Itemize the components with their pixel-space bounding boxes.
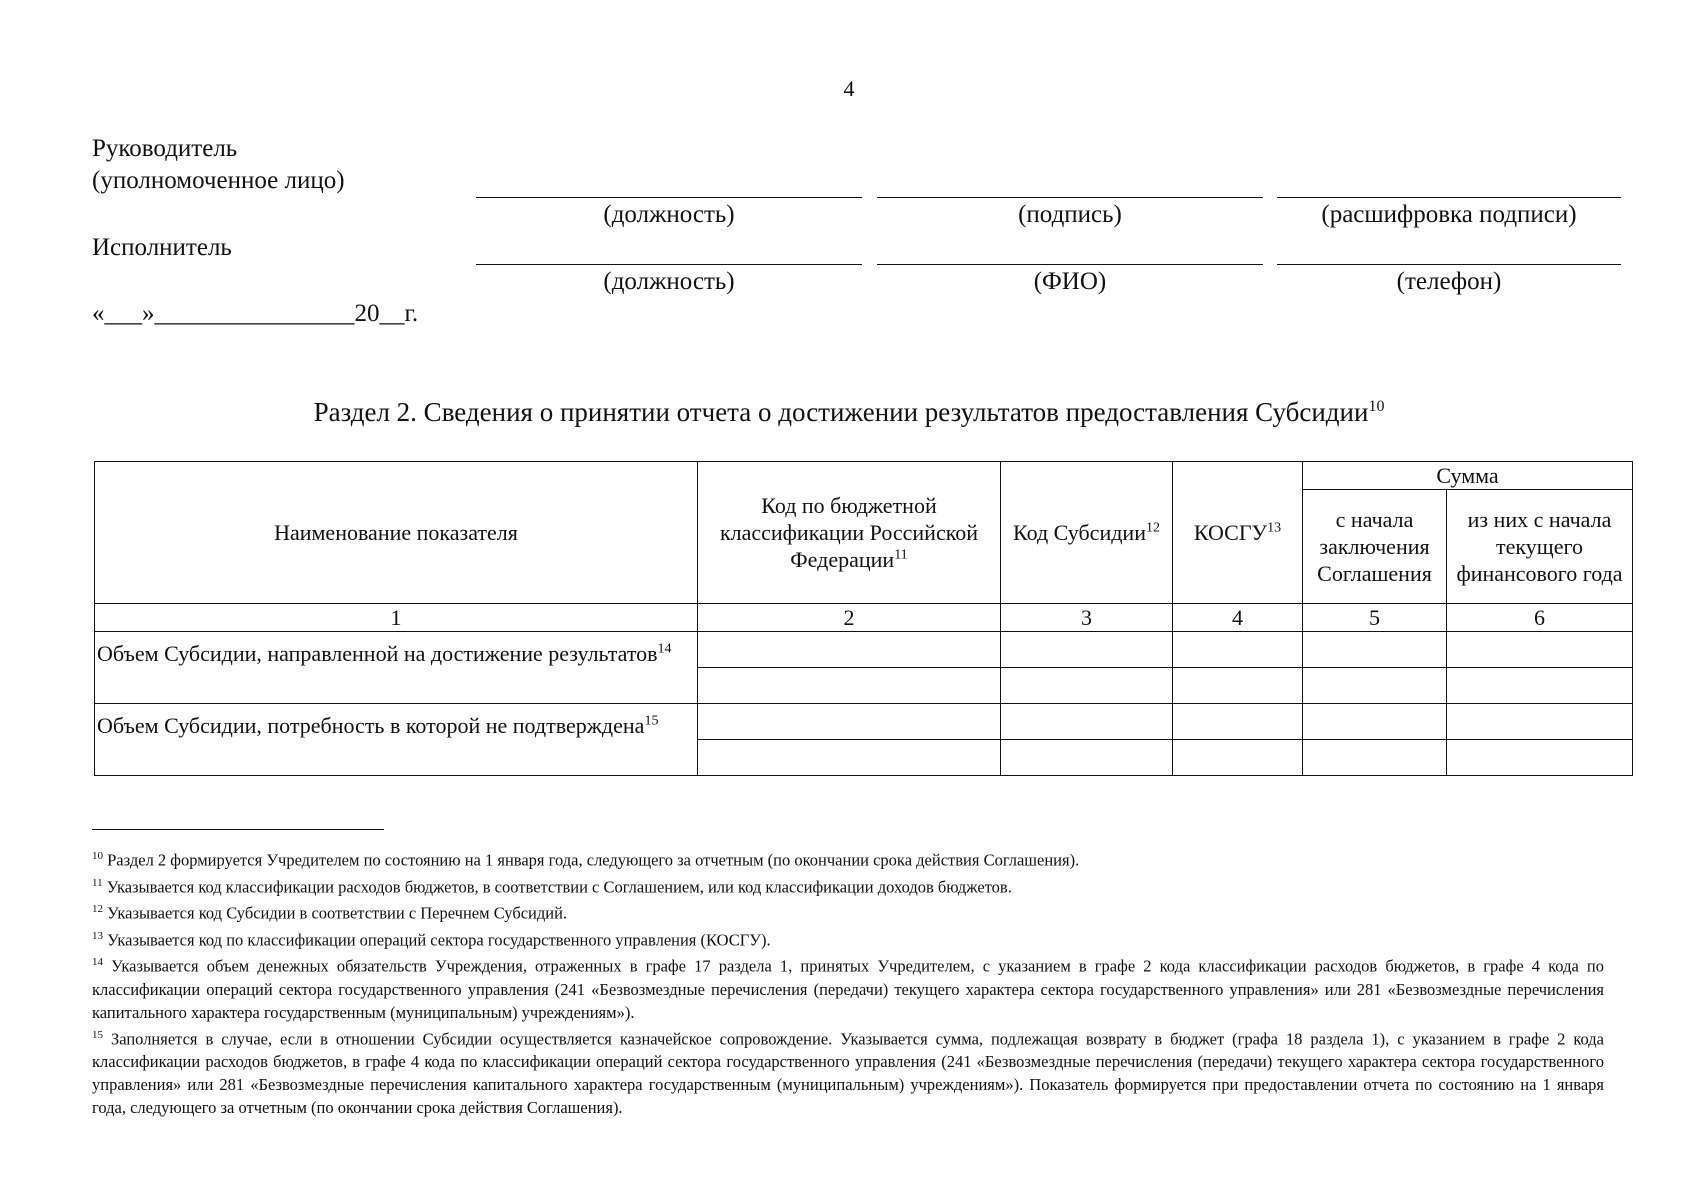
footnote-text: Указывается объем денежных обязательств Учреждения, отраженных в графе 17 раздела 1, принятых Учредителем, с указанием в графе 2 кода классификации расходов бюджетов, в графе 4 кода по классификации операций сектора государственного управления (241 «Безвозмездные перечисления (передачи) текущего характера сектора государственного управления» или 281 «Безвозмездные перечисления капитального характера государственным (муниципальным) учреждениям»). [92, 956, 1604, 1022]
row-label-directed [95, 632, 698, 704]
table-cell[interactable] [1447, 632, 1633, 668]
footnote-11 [92, 872, 1604, 899]
footnote-text: Указывается код Субсидии в соответствии с Перечнем Субсидий. [107, 903, 568, 923]
col-header-budget-code [698, 462, 1001, 604]
col-header-budget-code-ref: 11 [894, 547, 908, 563]
col-number: 3 [1001, 604, 1173, 632]
table-row [95, 704, 1633, 740]
footnote-number: 15 [92, 1028, 103, 1041]
head-caption-decoding: (расшифровка подписи) [1321, 201, 1577, 228]
col-header-since-agreement: с начала заключения Соглашения [1303, 490, 1447, 604]
table-cell[interactable] [698, 632, 1001, 668]
section-title [0, 397, 1698, 428]
head-caption-position: (должность) [603, 201, 735, 228]
footnote-number: 10 [92, 850, 103, 862]
col-header-subsidy-code [1001, 462, 1173, 604]
col-header-budget-code-text: Код по бюджетной классификации Российской Федерации [719, 493, 979, 572]
col-header-kosgu-text: КОСГУ [1193, 520, 1268, 545]
table-header-row [95, 462, 1633, 490]
col-number: 5 [1303, 604, 1447, 632]
head-signature-line [877, 197, 1263, 198]
head-sublabel: (уполномоченное лицо) [92, 167, 345, 194]
table-cell[interactable] [1173, 632, 1303, 668]
row-label-unconfirmed [95, 704, 698, 776]
col-header-sum: Сумма [1303, 462, 1633, 490]
table-row [95, 632, 1633, 668]
footnote-number: 13 [92, 929, 103, 942]
section-title-text: Раздел 2. Сведения о принятии отчета о достижении результатов предоставления Субсидии [313, 397, 1369, 427]
table-cell[interactable] [1303, 704, 1447, 740]
head-caption-signature: (подпись) [1018, 201, 1122, 228]
table-cell[interactable] [1303, 740, 1447, 776]
head-position-line [476, 197, 862, 198]
executor-label: Исполнитель [92, 234, 232, 261]
table-cell[interactable] [1001, 668, 1173, 704]
table-cell[interactable] [1173, 668, 1303, 704]
row-label-text: Объем Субсидии, потребность в которой не подтверждена [97, 713, 645, 738]
col-number: 4 [1173, 604, 1303, 632]
executor-position-line [476, 264, 862, 265]
table-cell[interactable] [698, 668, 1001, 704]
executor-phone-line [1277, 264, 1621, 265]
col-header-subsidy-code-text: Код Субсидии [1013, 520, 1146, 545]
table-cell[interactable] [1447, 704, 1633, 740]
row-label-text: Объем Субсидии, направленной на достижение результатов [97, 641, 658, 666]
head-signature-decoding-line [1277, 197, 1621, 198]
table-cell[interactable] [1001, 740, 1173, 776]
executor-name-line [877, 264, 1263, 265]
footnote-number: 14 [92, 956, 103, 968]
page-number: 4 [843, 76, 855, 101]
footnote-10 [92, 845, 1604, 872]
table-cell[interactable] [1001, 704, 1173, 740]
table-cell[interactable] [1447, 668, 1633, 704]
table-cell[interactable] [1303, 632, 1447, 668]
executor-caption-phone: (телефон) [1396, 268, 1502, 295]
executor-caption-position: (должность) [603, 268, 735, 295]
executor-caption-name: (ФИО) [1033, 268, 1107, 295]
col-number: 2 [698, 604, 1001, 632]
table-cell[interactable] [698, 740, 1001, 776]
col-number: 6 [1447, 604, 1633, 632]
col-number: 1 [95, 604, 698, 632]
table-cell[interactable] [698, 704, 1001, 740]
row-label-ref: 14 [657, 641, 672, 657]
footnote-number: 12 [92, 903, 103, 915]
table-cell[interactable] [1303, 668, 1447, 704]
col-header-kosgu [1173, 462, 1303, 604]
footnote-12 [92, 898, 1604, 925]
col-header-subsidy-code-ref: 12 [1145, 520, 1160, 536]
table-cell[interactable] [1001, 632, 1173, 668]
table-number-row [95, 604, 1633, 632]
head-label: Руководитель [92, 135, 238, 162]
footnote-14 [92, 951, 1604, 1024]
footnote-text: Указывается код классификации расходов бюджетов, в соответствии с Соглашением, или код классификации доходов бюджетов. [106, 877, 1012, 896]
footnote-separator [92, 829, 384, 830]
col-header-kosgu-ref: 13 [1267, 520, 1282, 536]
footnotes [92, 845, 1604, 1119]
footnote-text: Заполняется в случае, если в отношении Субсидии осуществляется казначейское сопровождение. Указывается сумма, подлежащая возврату в бюджет (графа 18 раздела 1), с указанием в графе 2 кода классификации расходов бюджетов, в графе 4 кода по классификации операций сектора государственного управления (241 «Безвозмездные перечисления (передачи) текущего характера сектора государственного управления» или 281 «Безвозмездные перечисления капитального характера государственным (муниципальным) учреждениям»). Показатель формируется при предоставлении отчета по состоянию на 1 января года, следующего за отчетным (по окончании срока действия Соглашения). [92, 1029, 1605, 1117]
footnote-text: Раздел 2 формируется Учредителем по состоянию на 1 января года, следующего за отчетным (по окончании срока действия Соглашения). [107, 850, 1080, 870]
date-line: «___»________________20__г. [92, 300, 419, 327]
footnote-number: 11 [92, 876, 103, 889]
table-cell[interactable] [1173, 740, 1303, 776]
row-label-ref: 15 [644, 713, 659, 729]
section-title-ref: 10 [1368, 398, 1385, 415]
col-header-since-year: из них с начала текущего финансового года [1447, 490, 1633, 604]
report-table [94, 461, 1633, 776]
table-cell[interactable] [1447, 740, 1633, 776]
footnote-15 [92, 1024, 1604, 1120]
footnote-text: Указывается код по классификации операций сектора государственного управления (КОСГУ). [107, 930, 771, 949]
col-header-name: Наименование показателя [95, 462, 698, 604]
table-cell[interactable] [1173, 704, 1303, 740]
footnote-13 [92, 925, 1604, 952]
